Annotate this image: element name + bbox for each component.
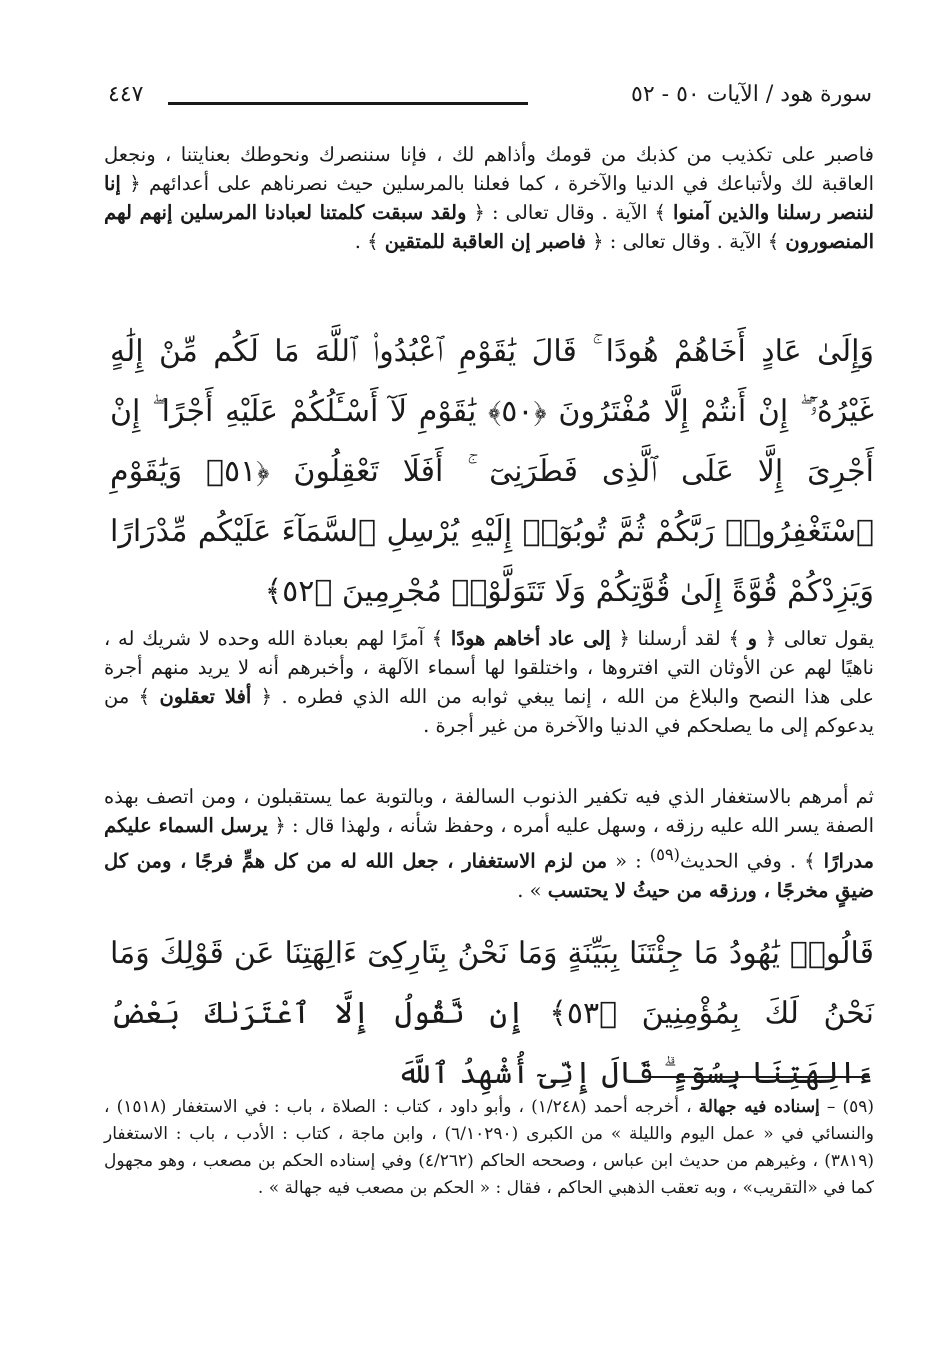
text-run: فاصبر على تكذيب من كذبك من قومك وأذاهم لك ، فإنا سننصرك ونحوطك بعنايتنا ، ونجعل العاقبة لك ولأتباعك في الدنيا والآخرة ، كما فعلنا بالمرسلين حيث نصرناهم على أعدائهم ﴿ [104, 143, 874, 195]
page-number: ٤٤٧ [108, 82, 144, 107]
text-run: ثم أمرهم بالاستغفار الذي فيه تكفير الذنوب السالفة ، وبالتوبة عما يستقبلون ، ومن اتصف بهذه الصفة يسر الله عليه رزقه ، وسهل عليه أمره ، وحفظ شأنه ، ولهذا قال : ﴿ [104, 785, 875, 837]
text-run: » . [517, 878, 548, 902]
footnote-reference[interactable]: (٥٩) [649, 845, 680, 864]
footnote-rule [648, 1076, 870, 1078]
commentary-paragraph-1 [104, 140, 874, 256]
footnote-number: (٥٩) – [826, 1097, 874, 1117]
text-run: : « [607, 849, 642, 873]
quoted-verse: أفلا تعقلون [159, 685, 252, 708]
text-run: ﴾ من يدعوكم إلى ما يصلحكم في الدنيا والآخرة من غير أجرة . [104, 685, 874, 737]
footnote-59 [104, 1094, 874, 1202]
quoted-verse: فاصبر إن العاقبة للمتقين [384, 230, 586, 253]
text-run: ﴾ . وفي الحديث [679, 849, 816, 873]
text-run: ﴾ الآية . وقال تعالى : ﴿ [592, 230, 780, 253]
header-rule [168, 102, 528, 105]
quoted-verse: ولقد سبقت كلمتنا لعبادنا المرسلين إنهم لهم المنصورون [104, 201, 874, 253]
quran-verses-53-54: قَالُوا۟ يَٰهُودُ مَا جِئْتَنَا بِبَيِّنَةٍ وَمَا نَحْنُ بِتَارِكِىٓ ءَالِهَتِنَا عَن قَوْلِكَ وَمَا نَحْنُ لَكَ بِمُؤْمِنِينَ ﴿٥٣﴾ إِن نَّقُولُ إِلَّا ٱعْتَرَىٰكَ بَعْضُ ءَالِهَتِنَا بِسُوٓءٍ ۗ قَالَ إِنِّىٓ أُشْهِدُ ٱللَّهَ [110, 936, 874, 1091]
text-run: ﴾ آمرًا لهم بعبادة الله وحده لا شريك له ، ناهيًا لهم عن الأوثان التي افتروها ، واختلقوا لها أسماء الآلهة ، وأخبرهم أنه لا يريد منهم أجرة على هذا النصح والبلاغ من الله ، إنما يبغي ثوابه من الله الذي فطره . ﴿ [104, 627, 874, 708]
commentary-paragraph-2 [104, 624, 874, 740]
text-run: يقول تعالى ﴿ [764, 627, 875, 650]
text-run: ﴾ . [354, 230, 379, 253]
quoted-verse: إلى عاد أخاهم هودًا [450, 627, 611, 650]
quoted-verse: إنا لننصر رسلنا والذين آمنوا [104, 172, 874, 224]
text-run: ﴾ الآية . وقال تعالى : ﴿ [473, 201, 666, 224]
commentary-paragraph-3 [104, 782, 874, 905]
text-run: ﴾ لقد أرسلنا ﴿ [618, 627, 740, 650]
quoted-verse: و [747, 627, 757, 650]
quoted-verse: يرسل السماء عليكم مدرارًا [104, 814, 874, 873]
footnote-verdict: إسناده فيه جهالة [698, 1097, 820, 1117]
running-title: سورة هود / الآيات ٥٠ - ٥٢ [631, 82, 872, 107]
quran-verses-50-52: وَإِلَىٰ عَادٍ أَخَاهُمْ هُودًا ۚ قَالَ يَٰقَوْمِ ٱعْبُدُوا۟ ٱللَّهَ مَا لَكُم مِّنْ إِلَٰهٍ غَيْرُهُۥٓ ۖ إِنْ أَنتُمْ إِلَّا مُفْتَرُونَ ﴿٥٠﴾ يَٰقَوْمِ لَآ أَسْـَٔلُكُمْ عَلَيْهِ أَجْرًا ۖ إِنْ أَجْرِىَ إِلَّا عَلَى ٱلَّذِى فَطَرَنِىٓ ۚ أَفَلَا تَعْقِلُونَ ﴿٥١﴾ وَيَٰقَوْمِ ٱسْتَغْفِرُوا۟ رَبَّكُمْ ثُمَّ تُوبُوٓا۟ إِلَيْهِ يُرْسِلِ ٱلسَّمَآءَ عَلَيْكُم مِّدْرَارًا وَيَزِدْكُمْ قُوَّةً إِلَىٰ قُوَّتِكُمْ وَلَا تَتَوَلَّوْا۟ مُجْرِمِينَ ﴿٥٢﴾ [110, 334, 875, 609]
running-header [108, 82, 872, 116]
footnote-text: ، أخرجه أحمد (١/٢٤٨) ، وأبو داود ، كتاب : الصلاة ، باب : في الاستغفار (١٥١٨) ، والنسائي في « عمل اليوم والليلة » من الكبرى (٦/١٠٢٩٠) ، وابن ماجة ، كتاب : الأدب ، باب : الاستغفار (٣٨١٩) ، وغيرهم من حديث ابن عباس ، وصححه الحاكم (٤/٢٦٢) وفي إسناده الحكم بن مصعب ، وهو مجهول كما في «التقريب» ، وبه تعقب الذهبي الحاكم ، فقال : « الحكم بن مصعب فيه جهالة » . [104, 1097, 875, 1198]
quoted-hadith: من لزم الاستغفار ، جعل الله له من كل همٍّ فرجًا ، ومن كل ضيقٍ مخرجًا ، ورزقه من حيثُ لا يحتسب [104, 849, 874, 902]
